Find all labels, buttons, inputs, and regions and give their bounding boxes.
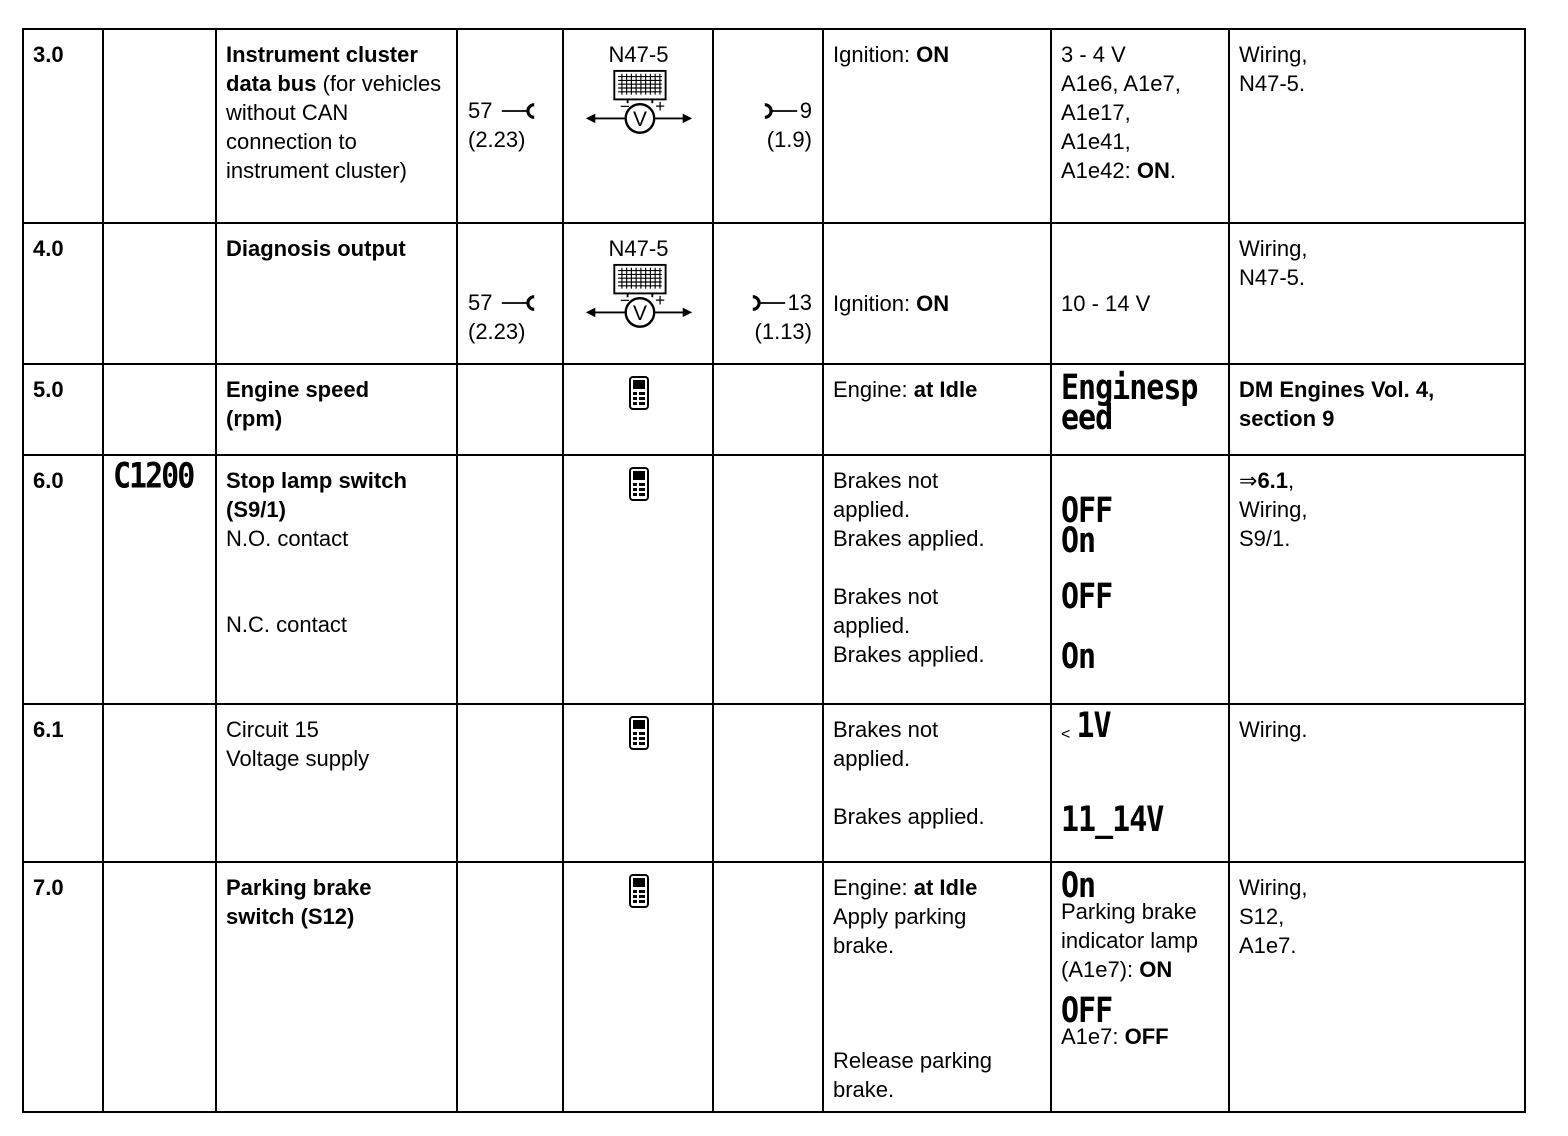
- test-subitem: N.C. contact: [226, 612, 348, 637]
- remedy-line: Wiring,: [1239, 236, 1308, 261]
- condition-line: Brakes not: [833, 717, 939, 742]
- test-description: [216, 704, 457, 862]
- pin-right-sub: (1.9): [766, 127, 812, 152]
- pin-right-cell: [713, 364, 823, 455]
- condition-label: Ignition:: [833, 42, 917, 67]
- pin-left-sub: (2.23): [468, 319, 526, 344]
- device-cell: [563, 29, 713, 223]
- test-title: Instrument cluster data bus: [226, 42, 418, 96]
- condition-line: Brakes not: [833, 468, 939, 493]
- test-condition: [823, 29, 1051, 223]
- nominal-value: [1051, 223, 1229, 364]
- condition-line: [833, 873, 1042, 902]
- nominal-value: [1051, 364, 1229, 455]
- lcd-display-text: OFF: [1061, 490, 1113, 532]
- nominal-line: Parking brake: [1061, 899, 1197, 924]
- pin-left-cell: [457, 29, 563, 223]
- pin-right-sub: (1.13): [754, 319, 812, 344]
- test-title: Circuit 15: [226, 717, 319, 742]
- nominal-prefix: A1e7:: [1061, 1024, 1125, 1049]
- lcd-display-text: On: [1061, 636, 1096, 678]
- remedy: [1229, 364, 1525, 455]
- condition-label: Engine:: [833, 875, 914, 900]
- test-description: [216, 223, 457, 364]
- test-subitem: N.O. contact: [226, 526, 349, 551]
- test-title: Parking brake: [226, 875, 372, 900]
- test-step-number: 4.0: [23, 223, 103, 364]
- pin-right-number: 13: [787, 290, 812, 315]
- pin-left-cell: [457, 364, 563, 455]
- remedy: [1229, 29, 1525, 223]
- test-step-number: 3.0: [23, 29, 103, 223]
- test-title: Diagnosis output: [226, 236, 406, 261]
- remedy: [1229, 704, 1525, 862]
- test-description: [216, 29, 457, 223]
- lcd-display-text: On: [1061, 520, 1096, 562]
- remedy-line: N47-5.: [1239, 265, 1306, 290]
- diagnostic-tester-icon: [627, 715, 651, 751]
- table-row: [23, 29, 1525, 223]
- pin-right-cell: [713, 704, 823, 862]
- fault-code-cell: [103, 455, 216, 704]
- nominal-bold: OFF: [1124, 1024, 1169, 1049]
- connector-plug-icon: [762, 102, 800, 120]
- pin-left-cell: [457, 223, 563, 364]
- nominal-line: A1e17,: [1061, 100, 1131, 125]
- pin-right-cell: [713, 862, 823, 1112]
- nominal-suffix: .: [1169, 158, 1176, 183]
- pin-right-cell: [713, 223, 823, 364]
- remedy-line: A1e7.: [1239, 933, 1297, 958]
- nominal-line: A1e6, A1e7,: [1061, 71, 1181, 96]
- table-row: [23, 223, 1525, 364]
- fault-code-cell: [103, 862, 216, 1112]
- nominal-line: indicator lamp: [1061, 928, 1198, 953]
- table-row: [23, 704, 1525, 862]
- pin-right-number: 9: [799, 98, 812, 123]
- device-label: N47-5: [608, 42, 669, 67]
- nominal-line: [1061, 156, 1220, 185]
- fault-code: C1200: [113, 456, 194, 497]
- condition-label: Engine:: [833, 377, 914, 402]
- pin-left: [468, 96, 537, 154]
- device-cell: [563, 223, 713, 364]
- remedy-line: Wiring,: [1239, 42, 1308, 67]
- remedy-line: section 9: [1239, 406, 1335, 431]
- condition-line: Release parking: [833, 1048, 992, 1073]
- fault-code-cell: [103, 364, 216, 455]
- remedy-reference[interactable]: 6.1: [1257, 468, 1289, 493]
- table-row: [23, 862, 1525, 1112]
- test-description: [216, 364, 457, 455]
- test-title: (S9/1): [226, 497, 286, 522]
- test-step-number: 6.0: [23, 455, 103, 704]
- remedy-line: S12,: [1239, 904, 1285, 929]
- remedy-line: Wiring,: [1239, 875, 1308, 900]
- pin-left-cell: [457, 455, 563, 704]
- lcd-display-text: Enginesp: [1061, 367, 1198, 409]
- remedy-suffix: ,: [1288, 468, 1295, 493]
- arrow-right-icon: ⇒: [1239, 468, 1258, 493]
- remedy-line: S9/1.: [1239, 526, 1291, 551]
- condition-value: ON: [916, 291, 950, 316]
- condition-line: Brakes applied.: [833, 642, 985, 667]
- lcd-display-text: 1V: [1076, 705, 1111, 747]
- pin-right-cell: [713, 455, 823, 704]
- pin-left-number: 57: [468, 290, 493, 315]
- nominal-bold: ON: [1136, 158, 1170, 183]
- remedy-line: Wiring,: [1239, 497, 1308, 522]
- lcd-display-text: OFF: [1061, 990, 1113, 1032]
- remedy: [1229, 223, 1525, 364]
- device-cell: [563, 364, 713, 455]
- nominal-line: [1061, 955, 1220, 984]
- voltmeter-icon: [581, 69, 697, 145]
- pin-left-cell: [457, 704, 563, 862]
- nominal-prefix: (A1e7):: [1061, 957, 1140, 982]
- condition-value: at Idle: [913, 875, 978, 900]
- test-condition: [823, 862, 1051, 1112]
- nominal-value: [1051, 862, 1229, 1112]
- remedy-line: N47-5.: [1239, 71, 1306, 96]
- nominal-line: 3 - 4 V: [1061, 42, 1126, 67]
- voltmeter-icon: [581, 263, 697, 339]
- test-description: [216, 862, 457, 1112]
- lcd-display-text: eed: [1061, 397, 1113, 439]
- diagnostic-tester-icon: [627, 375, 651, 411]
- test-title: (rpm): [226, 406, 283, 431]
- condition-line: applied.: [833, 613, 911, 638]
- device-cell: [563, 704, 713, 862]
- test-title: Engine speed: [226, 377, 370, 402]
- condition-line: brake.: [833, 933, 895, 958]
- lcd-display-text: On: [1061, 865, 1096, 907]
- diagnostic-tester-icon: [627, 466, 651, 502]
- device-label: N47-5: [608, 236, 669, 261]
- nominal-line: 10 - 14 V: [1061, 291, 1151, 316]
- device-cell: [563, 455, 713, 704]
- lcd-display-text: 11_14V: [1061, 799, 1164, 841]
- condition-line: Brakes applied.: [833, 526, 985, 551]
- table-row: [23, 364, 1525, 455]
- connector-plug-icon: [750, 294, 788, 312]
- connector-socket-icon: [499, 294, 537, 312]
- nominal-line: A1e41,: [1061, 129, 1131, 154]
- nominal-value: [1051, 455, 1229, 704]
- test-step-number: 7.0: [23, 862, 103, 1112]
- test-step-number: 5.0: [23, 364, 103, 455]
- fault-code-cell: [103, 29, 216, 223]
- nominal-value: [1051, 29, 1229, 223]
- nominal-prefix: A1e42:: [1061, 158, 1137, 183]
- test-title: Voltage supply: [226, 746, 370, 771]
- fault-code-cell: [103, 704, 216, 862]
- condition-label: Ignition:: [833, 291, 917, 316]
- condition-line: Apply parking: [833, 904, 967, 929]
- nominal-value: [1051, 704, 1229, 862]
- remedy: [1229, 455, 1525, 704]
- remedy: [1229, 862, 1525, 1112]
- table-row: [23, 455, 1525, 704]
- condition-value: ON: [916, 42, 950, 67]
- pin-left-cell: [457, 862, 563, 1112]
- test-title: switch (S12): [226, 904, 355, 929]
- pin-right: [762, 96, 812, 154]
- condition-line: applied.: [833, 746, 911, 771]
- pin-right: [750, 288, 812, 346]
- test-condition: [823, 455, 1051, 704]
- condition-line: Brakes applied.: [833, 804, 985, 829]
- remedy-line: [1239, 466, 1516, 495]
- fault-code-cell: [103, 223, 216, 364]
- condition-line: brake.: [833, 1077, 895, 1102]
- pin-right-cell: [713, 29, 823, 223]
- test-title: Stop lamp switch: [226, 468, 407, 493]
- nominal-bold: ON: [1139, 957, 1173, 982]
- device-cell: [563, 862, 713, 1112]
- test-condition: [823, 364, 1051, 455]
- less-than-sign: <: [1061, 726, 1071, 743]
- test-note: (for vehicles without CAN connection to instrument cluster): [226, 71, 442, 183]
- test-condition: [823, 704, 1051, 862]
- test-step-number: 6.1: [23, 704, 103, 862]
- condition-line: Brakes not: [833, 584, 939, 609]
- remedy-line: Wiring.: [1239, 717, 1308, 742]
- pin-left-number: 57: [468, 98, 493, 123]
- diagnostic-tester-icon: [627, 873, 651, 909]
- diagnosis-table: [22, 28, 1526, 1113]
- test-condition: [823, 223, 1051, 364]
- connector-socket-icon: [499, 102, 537, 120]
- pin-left: [468, 288, 537, 346]
- pin-left-sub: (2.23): [468, 127, 526, 152]
- remedy-line: DM Engines Vol. 4,: [1239, 377, 1435, 402]
- test-description: [216, 455, 457, 704]
- condition-value: at Idle: [913, 377, 978, 402]
- condition-line: applied.: [833, 497, 911, 522]
- lcd-display-text: OFF: [1061, 576, 1113, 618]
